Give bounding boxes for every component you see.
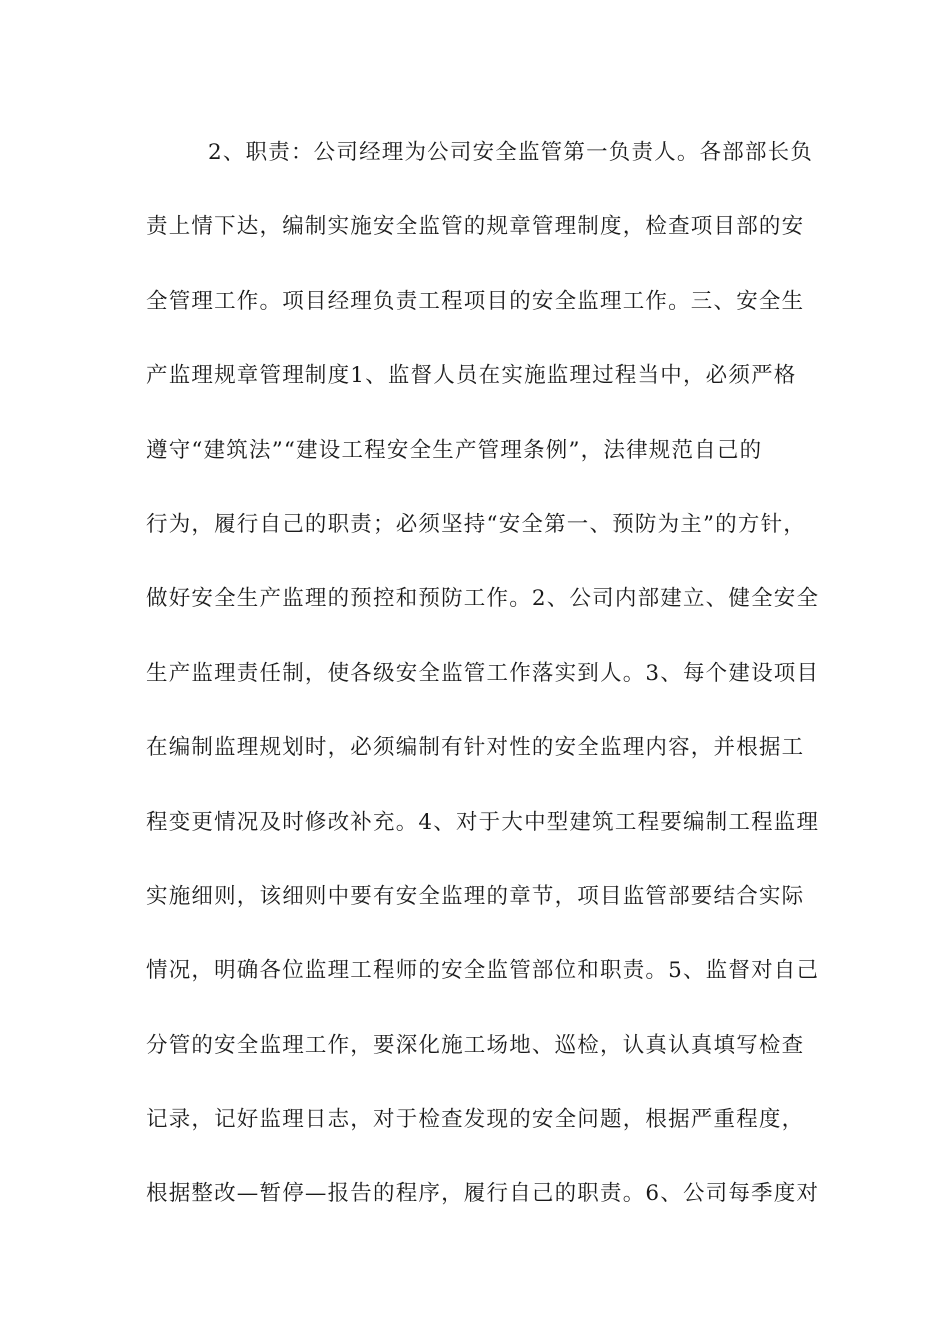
text-line: 产监理规章管理制度1、监督人员在实施监理过程当中，必须严格 [146,363,797,389]
text-line: 做好安全生产监理的预控和预防工作。2、公司内部建立、健全安全 [146,586,820,612]
text-line: 2、职责：公司经理为公司安全监管第一负责人。各部部长负 [208,140,814,165]
text-line: 实施细则，该细则中要有安全监理的章节，项目监管部要结合实际 [146,883,805,909]
body-text [146,138,820,1254]
text-line: 程变更情况及时修改补充。4、对于大中型建筑工程要编制工程监理 [146,809,820,835]
text-line: 分管的安全监理工作，要深化施工场地、巡检，认真认真填写检查 [146,1032,805,1058]
text-line: 遵守“建筑法”“建设工程安全生产管理条例”，法律规范自己的 [146,437,763,463]
text-line: 记录，记好监理日志，对于检查发现的安全问题，根据严重程度， [146,1107,805,1133]
text-line: 根据整改—暂停—报告的程序，履行自己的职责。6、公司每季度对 [146,1181,820,1207]
text-line: 行为，履行自己的职责；必须坚持“安全第一、预防为主”的方针， [146,511,806,537]
text-line: 责上情下达，编制实施安全监管的规章管理制度，检查项目部的安 [146,214,805,240]
text-line: 在编制监理规划时，必须编制有针对性的安全监理内容，并根据工 [146,735,805,761]
text-line: 情况，明确各位监理工程师的安全监管部位和职责。5、监督对自己 [146,958,820,984]
text-line: 生产监理责任制，使各级安全监管工作落实到人。3、每个建设项目 [146,660,820,686]
text-line: 全管理工作。项目经理负责工程项目的安全监理工作。三、安全生 [146,288,805,314]
